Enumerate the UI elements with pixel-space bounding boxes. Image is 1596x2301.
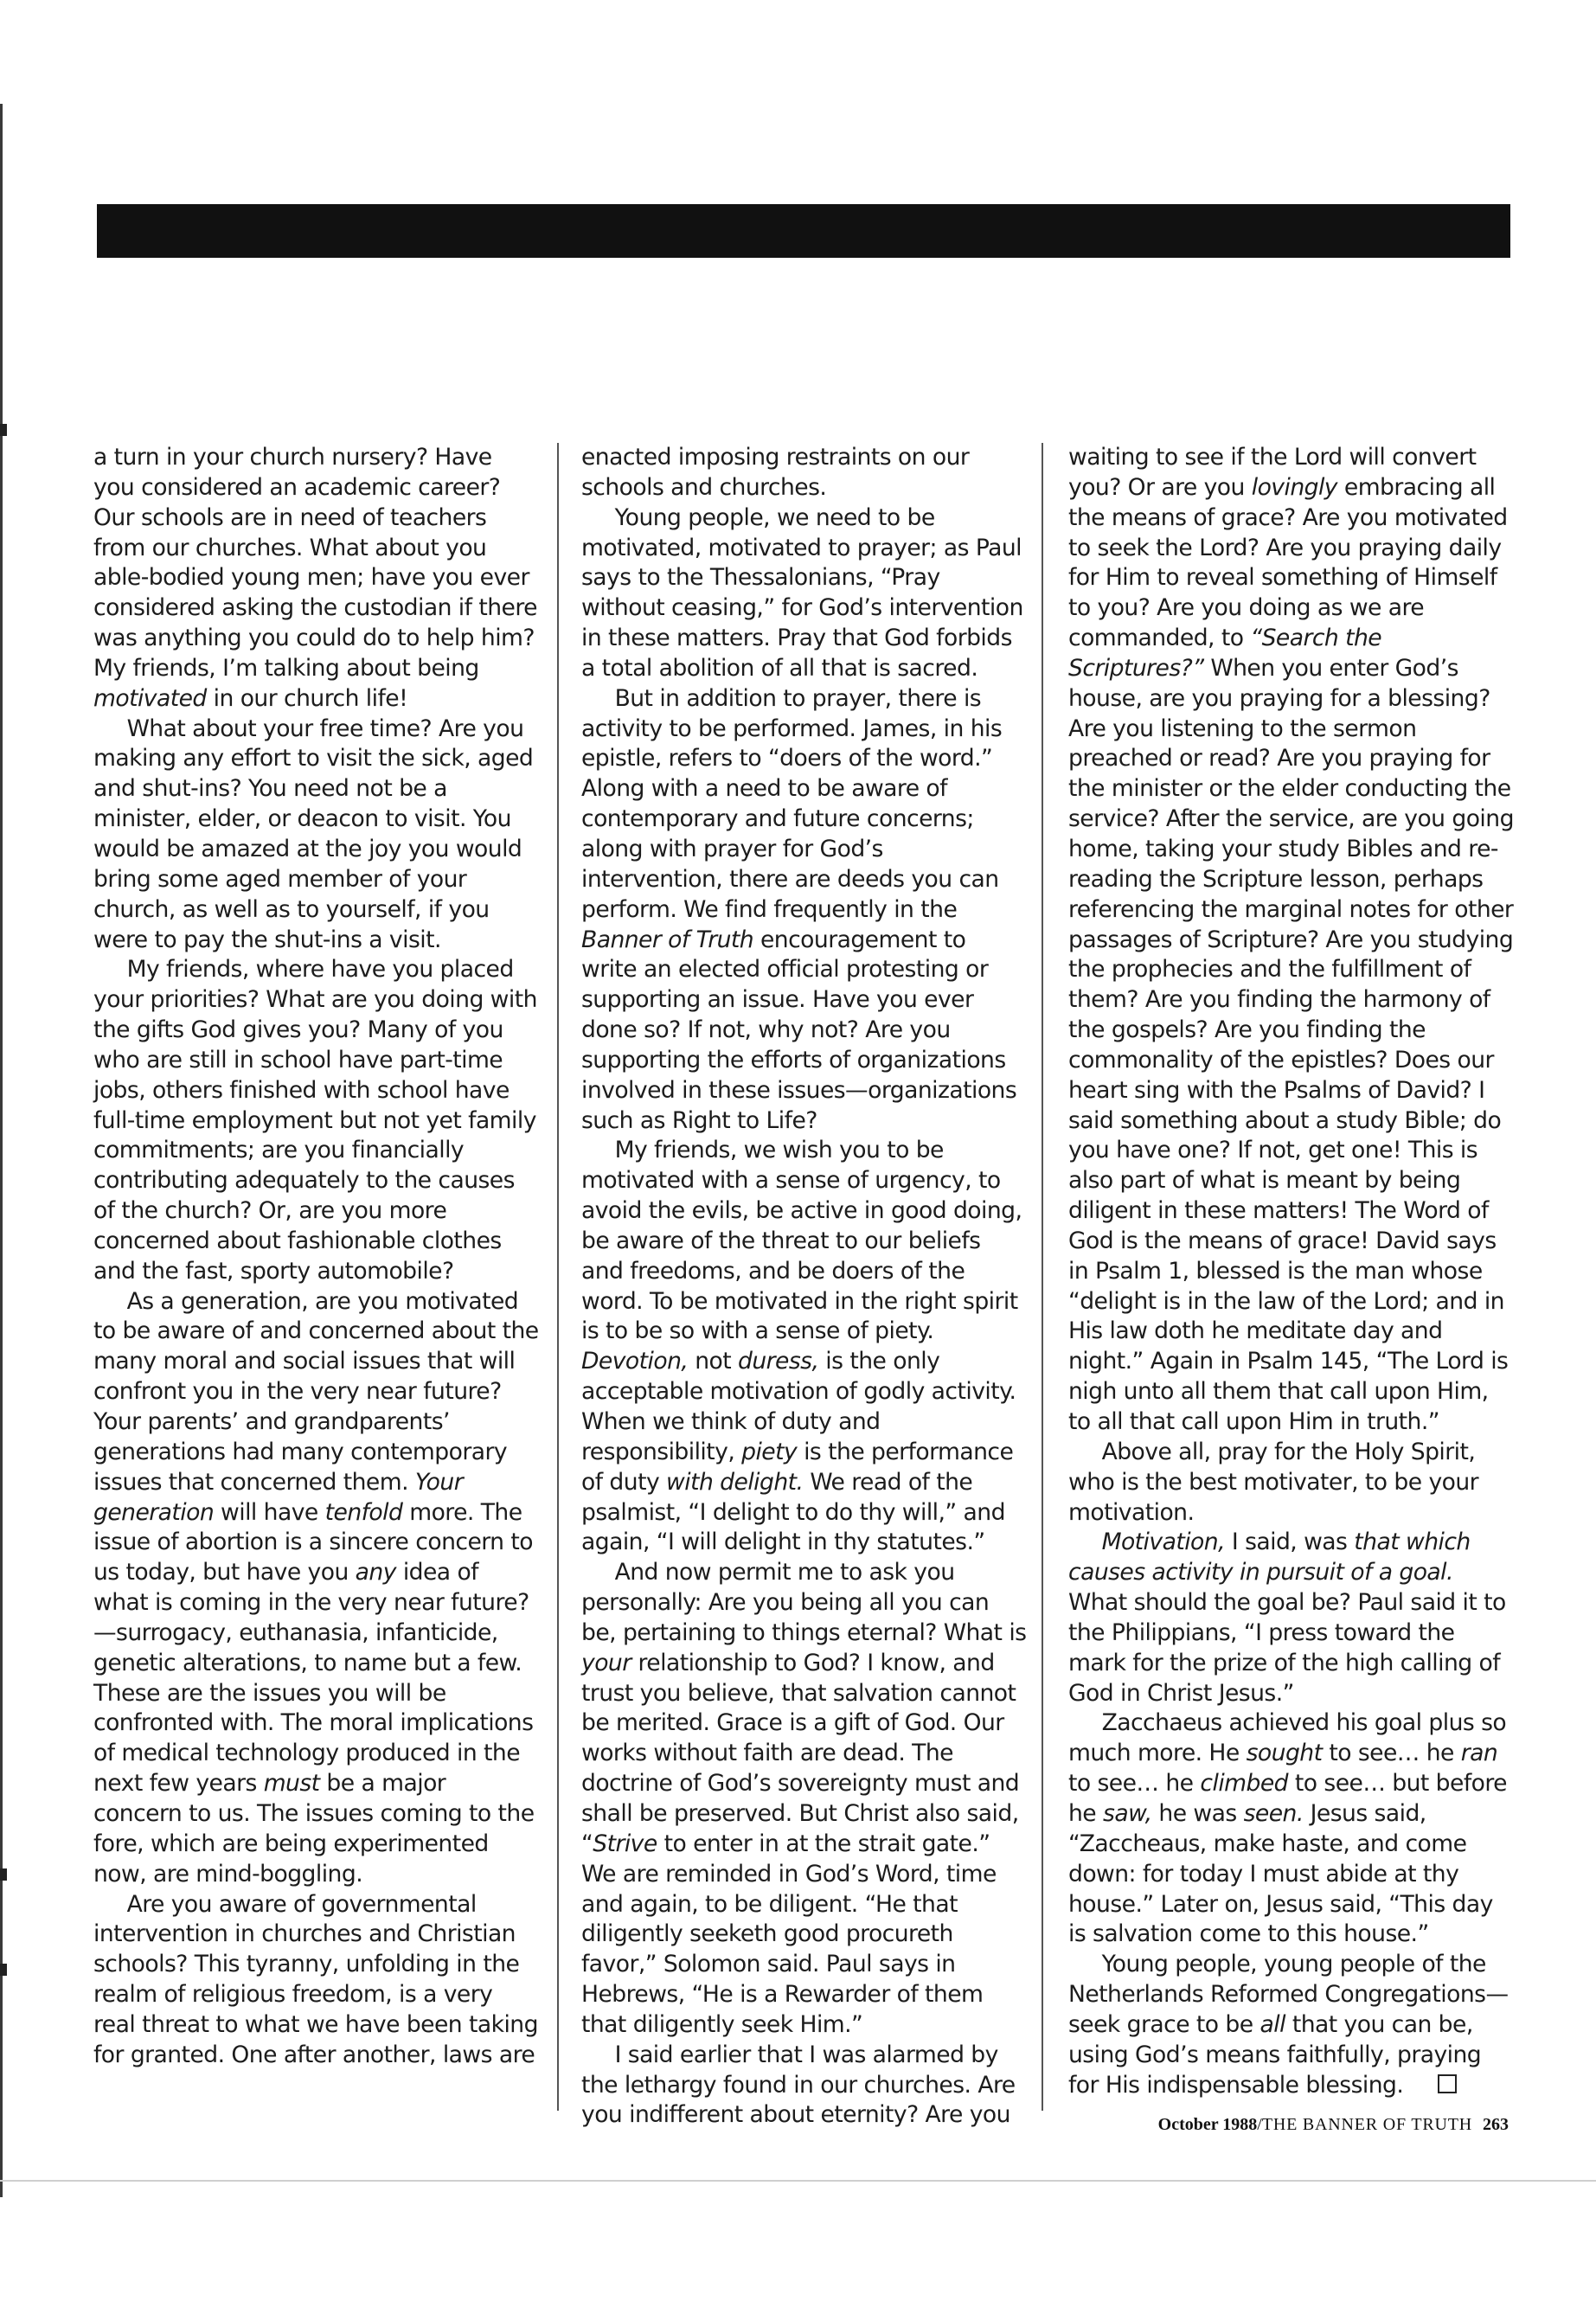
text-run: My friends, where have you placed your priorities? What are you doing with the gifts God gives you? Many of you who are still in school have part-time jobs, others finished with school have full-time employment but not yet family commitments; are you financially contributing adequately to the causes of the church? Or, are you more concerned about fashionable clothes and the fast, sporty automobile? xyxy=(93,956,537,1285)
text-run: that which causes activity in pursuit of a goal. xyxy=(1068,1529,1471,1586)
text-run: Are you aware of governmental intervention in churches and Christian schools? This tyranny, unfolding in the realm of religious freedom, is a very real threat to what we have been taking for granted. One after another, laws are xyxy=(93,1890,538,2068)
text-run: to see… but before he xyxy=(1068,1770,1507,1827)
footer-separator: / xyxy=(1257,2115,1262,2134)
text-run: ran xyxy=(1460,1740,1498,1767)
paragraph xyxy=(1068,1950,1514,2100)
text-run: And now permit me to ask you personally: Are you being all you can be, pertaining to things eternal? What is xyxy=(581,1559,1027,1646)
text-run: a turn in your church nursery? Have you considered an academic career? Our schools are in need of teachers from our churches. What about you able-bodied young men; have you ever considered asking the custodian if there was anything you could do to help him? My friends, I’m talking about being xyxy=(93,444,537,682)
text-run: When you enter God’s house, are you praying for a blessing? Are you listening to the sermon preached or read? Are you praying for the minister or the elder conducting the service? After the service, are you going home, taking your study Bibles and re-reading the Scripture lesson, perhaps referencing the marginal notes for other passages of Scripture? Are you studying the prophecies and the fulfillment of them? Are you finding the harmony of the gospels? Are you finding the commonality of the epistles? Does our heart sing with the Psalms of David? I said something about a study Bible; do you have one? If not, get one! This is also part of what is meant by being diligent in these matters! The Word of God is the means of grace! David says in Psalm 1, blessed is the man whose “delight is in the law of the Lord; and in His law doth he meditate day and night.” Again in Psalm 145, “The Lord is nigh unto all them that call upon Him, to all that call upon Him in truth.” xyxy=(1068,654,1514,1435)
paragraph xyxy=(581,1558,1027,2041)
paragraph xyxy=(93,1890,539,2071)
page-edge-line xyxy=(0,104,3,2197)
text-run: Banner of Truth xyxy=(581,926,754,953)
article-column-3 xyxy=(1068,443,1514,2100)
text-run: Young people, young people of the Netherlands Reformed Congregations—seek grace to be xyxy=(1068,1951,1509,2038)
text-run: saw, xyxy=(1103,1799,1152,1827)
text-run: embracing all the means of grace? Are you motivated to seek the Lord? Are you praying daily for Him to reveal something of Himself to you? Are you doing as we are commanded, to xyxy=(1068,473,1508,652)
paragraph xyxy=(1068,443,1514,1438)
text-run: he was xyxy=(1151,1799,1244,1827)
page-bottom-line xyxy=(0,2180,1596,2182)
text-run: relationship to God? I know, and trust you believe, that salvation cannot be merited. Grace is a gift of God. Our works without faith are dead. The doctrine of God’s sovereignty must and shall be preserved. But Christ also said, “ xyxy=(581,1649,1020,1857)
text-run: motivated xyxy=(93,684,207,712)
text-run: in our church life! xyxy=(206,684,408,712)
text-run: your xyxy=(581,1649,631,1676)
page-edge-mark xyxy=(0,1868,7,1881)
text-run: Strive xyxy=(593,1830,657,1857)
paragraph xyxy=(581,684,1027,1137)
text-run: enacted imposing restraints on our schools and churches. xyxy=(581,444,970,501)
text-run: Devotion, xyxy=(581,1348,689,1375)
paragraph xyxy=(1068,1528,1514,1708)
text-run: What about your free time? Are you making any effort to visit the sick, aged and shut-ins? You need not be a minister, elder, or deacon to visit. You would be amazed at the joy you would bring some aged member of your church, as well as to yourself, if you were to pay the shut-ins a visit. xyxy=(93,715,534,953)
column-divider xyxy=(557,443,559,2111)
header-banner xyxy=(97,204,1510,258)
paragraph xyxy=(93,443,539,715)
text-run: “Search the Scriptures?” xyxy=(1068,625,1382,682)
text-run: that you can be, using God’s means faithfully, praying for His indispensable blessing. xyxy=(1068,2010,1482,2099)
text-run: must xyxy=(263,1770,320,1798)
text-run: Your generation xyxy=(93,1468,464,1526)
text-run: Young people, we need to be motivated, motivated to prayer; as Paul says to the Thessalonians, “Pray without ceasing,” for God’s intervention in these matters. Pray that God forbids a total abolition of all that is sacred. xyxy=(581,503,1023,682)
page-edge-mark xyxy=(0,1964,7,1976)
text-run: to enter in at the strait gate.” We are reminded in God’s Word, time and again, to be diligent. “He that diligently seeketh good procureth favor,” Solomon said. Paul says in Hebrews, “He is a Rewarder of them that diligently seek Him.” xyxy=(581,1830,997,2038)
text-run: waiting to see if the Lord will convert you? Or are you xyxy=(1068,444,1477,501)
text-run: seen. xyxy=(1243,1799,1304,1827)
text-run: piety xyxy=(741,1438,798,1465)
footer-publication: THE BANNER OF TRUTH xyxy=(1261,2115,1472,2134)
text-run: What should the goal be? Paul said it to the Philippians, “I press toward the mark for the prize of the high calling of God in Christ Jesus.” xyxy=(1068,1589,1506,1707)
page-edge-mark xyxy=(0,424,7,436)
text-run: tenfold xyxy=(324,1498,403,1526)
text-run: all xyxy=(1259,2010,1285,2038)
text-run: not xyxy=(688,1348,739,1375)
text-run: with delight. xyxy=(666,1468,804,1496)
footer-page-number: 263 xyxy=(1483,2115,1509,2134)
end-of-article-square-icon xyxy=(1438,2074,1457,2093)
footer-date: October 1988 xyxy=(1157,2115,1258,2134)
text-run: I said earlier that I was alarmed by the lethargy found in our churches. Are you indifferent about eternity? Are you xyxy=(581,2041,1016,2129)
article-column-2 xyxy=(581,443,1027,2131)
text-run: sought xyxy=(1246,1740,1323,1767)
paragraph xyxy=(581,2041,1027,2131)
text-run: more. The issue of abortion is a sincere concern to us today, but have you xyxy=(93,1498,533,1586)
text-run: We read of the psalmist, “I delight to do thy will,” and again, “I will delight in thy statutes.” xyxy=(581,1468,1005,1556)
text-run: lovingly xyxy=(1251,473,1337,501)
text-run: Jesus said, “Zaccheaus, make haste, and come down: for today I must abide at thy house.” Later on, Jesus said, “This day is salvation come to this house.” xyxy=(1068,1799,1493,1948)
text-run: Zacchaeus achieved his goal plus so much more. He xyxy=(1068,1709,1507,1767)
text-run: I said, was xyxy=(1224,1529,1355,1556)
paragraph xyxy=(1068,1708,1514,1950)
text-run: Above all, pray for the Holy Spirit, who is the best motivater, to be your motivation. xyxy=(1068,1438,1479,1526)
paragraph xyxy=(93,1287,539,1890)
text-run: duress, xyxy=(738,1348,819,1375)
text-run: But in addition to prayer, there is activity to be performed. James, in his epistle, refers to “doers of the word.” Along with a need to be aware of contemporary and future concerns; along with prayer for God’s intervention, there are deeds you can perform. We find frequently in the xyxy=(581,684,1003,923)
page-footer xyxy=(1109,2115,1509,2135)
paragraph xyxy=(93,955,539,1286)
text-run: idea of what is coming in the very near future?—surrogacy, euthanasia, infanticide, genetic alterations, to name but a few. These are the issues you will be confronted with. The moral implications of medical technology produced in the next few years xyxy=(93,1559,534,1798)
text-run: any xyxy=(355,1559,396,1586)
text-run: encouragement to write an elected official protesting or supporting an issue. Have you ever done so? If not, why not? Are you supporting the efforts of organizations involved in these issues—organizations such as Right to Life? xyxy=(581,926,1017,1134)
text-run: will have xyxy=(214,1498,325,1526)
text-run: As a generation, are you motivated to be aware of and concerned about the many moral and social issues that will confront you in the very near future? Your parents’ and grandparents’ generations had many contemporary issues that concerned them. xyxy=(93,1287,539,1496)
text-run: to see… he xyxy=(1322,1740,1461,1767)
paragraph xyxy=(93,715,539,956)
paragraph xyxy=(581,503,1027,684)
text-run: Motivation, xyxy=(1101,1529,1225,1556)
paragraph xyxy=(1068,1438,1514,1529)
text-run: climbed xyxy=(1200,1770,1288,1798)
text-run: is the performance of duty xyxy=(581,1438,1014,1496)
column-divider xyxy=(1042,443,1043,2111)
text-run: My friends, we wish you to be motivated with a sense of urgency, to avoid the evils, be active in good doing, be aware of the threat to our beliefs and freedoms, and be doers of the word. To be motivated in the right spirit is to be so with a sense of piety. xyxy=(581,1137,1022,1345)
text-run: be a major concern to us. The issues coming to the fore, which are being experimented now, are mind-boggling. xyxy=(93,1770,535,1888)
text-run: to see… he xyxy=(1068,1770,1201,1798)
paragraph xyxy=(581,443,1027,503)
paragraph xyxy=(581,1136,1027,1558)
text-run: is the only acceptable motivation of godly activity. When we think of duty and responsibility, xyxy=(581,1348,1016,1465)
article-column-1 xyxy=(93,443,539,2071)
